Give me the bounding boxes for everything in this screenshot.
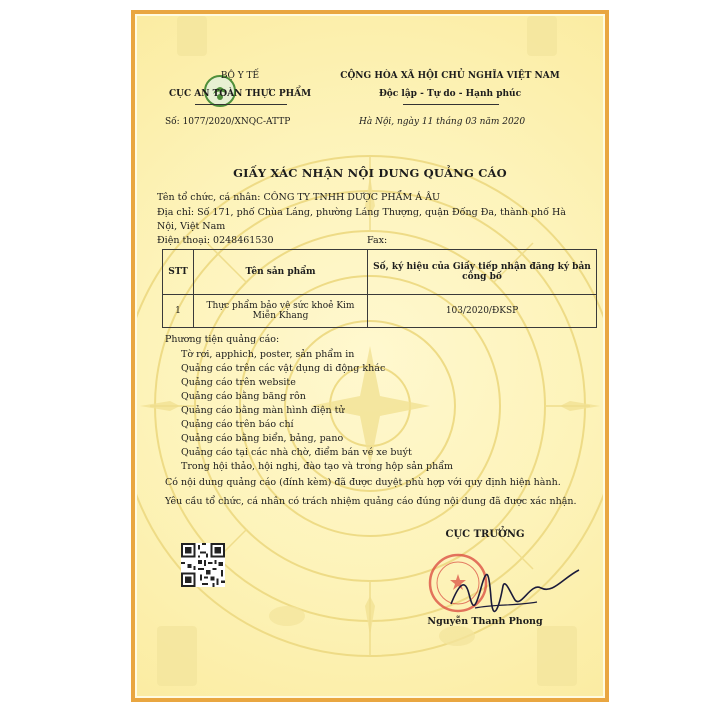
list-item: Quảng cáo trên báo chí xyxy=(181,419,294,430)
document-number: Số: 1077/2020/XNQC-ATTP xyxy=(165,117,291,127)
list-item: Quảng cáo bằng băng rôn xyxy=(181,391,306,402)
header-registration-line2: công bố xyxy=(462,272,502,282)
address-line-1: Địa chỉ: Số 171, phố Chùa Láng, phường Láng Thượng, quận Đống Đa, thành phố Hà xyxy=(157,207,566,218)
qr-code-icon xyxy=(181,543,225,587)
header-stt: STT xyxy=(163,250,194,295)
motto-underline xyxy=(403,104,499,105)
list-item: Tờ rơi, apphich, poster, sản phẩm in xyxy=(181,349,355,360)
national-motto: Độc lập - Tự do - Hạnh phúc xyxy=(378,89,522,99)
signature-icon xyxy=(445,564,585,618)
media-title: Phương tiện quảng cáo: xyxy=(165,334,280,345)
row-product-line2: Miễn Khang xyxy=(252,311,309,321)
document-title: GIẤY XÁC NHẬN NỘI DUNG QUẢNG CÁO xyxy=(233,166,507,180)
header-registration xyxy=(368,250,597,295)
nation-heading: CỘNG HÒA XÃ HỘI CHỦ NGHĨA VIỆT NAM xyxy=(340,71,560,81)
issue-date: Hà Nội, ngày 11 tháng 03 năm 2020 xyxy=(359,117,526,127)
requirement-note: Yêu cầu tổ chức, cá nhân có trách nhiệm quảng cáo đúng nội dung đã được xác nhận. xyxy=(165,496,577,507)
agency-underline xyxy=(195,104,287,105)
certificate-page xyxy=(137,16,603,696)
list-item: Trong hội thảo, hội nghị, đào tạo và trong hộp sản phẩm xyxy=(181,461,454,472)
header-registration-line1: Số, ký hiệu của Giấy tiếp nhận đăng ký bản xyxy=(373,262,591,272)
address-line-2: Nội, Việt Nam xyxy=(157,221,226,232)
table-row xyxy=(163,295,597,328)
list-item: Quảng cáo tại các nhà chờ, điểm bán vé xe buýt xyxy=(181,447,412,458)
list-item: Quảng cáo trên website xyxy=(181,377,296,388)
row-product xyxy=(194,295,368,328)
fax-line: Fax: xyxy=(367,235,388,246)
organization-line: Tên tổ chức, cá nhân: CÔNG TY TNHH DƯỢC PHẨM Á ÂU xyxy=(157,192,441,203)
signer-name: Nguyễn Thanh Phong xyxy=(427,616,543,627)
list-item: Quảng cáo trên các vật dụng di động khác xyxy=(181,363,386,374)
signer-title: CỤC TRƯỞNG xyxy=(445,529,525,540)
row-registration: 103/2020/ĐKSP xyxy=(368,295,597,328)
list-item: Quảng cáo bằng biển, bảng, pano xyxy=(181,433,344,444)
row-stt: 1 xyxy=(163,295,194,328)
ministry-name: BỘ Y TẾ xyxy=(220,71,260,81)
product-table xyxy=(162,249,597,328)
approval-note: Có nội dung quảng cáo (đính kèm) đã được duyệt phù hợp với quy định hiện hành. xyxy=(165,477,561,488)
list-item: Quảng cáo bằng màn hình điện tử xyxy=(181,405,345,416)
phone-line: Điện thoại: 0248461530 xyxy=(157,235,274,246)
table-header-row xyxy=(163,250,597,295)
agency-name: CỤC AN TOÀN THỰC PHẨM xyxy=(168,89,312,99)
row-product-line1: Thực phẩm bảo vệ sức khoẻ Kim xyxy=(206,301,355,311)
header-product: Tên sản phẩm xyxy=(194,250,368,295)
